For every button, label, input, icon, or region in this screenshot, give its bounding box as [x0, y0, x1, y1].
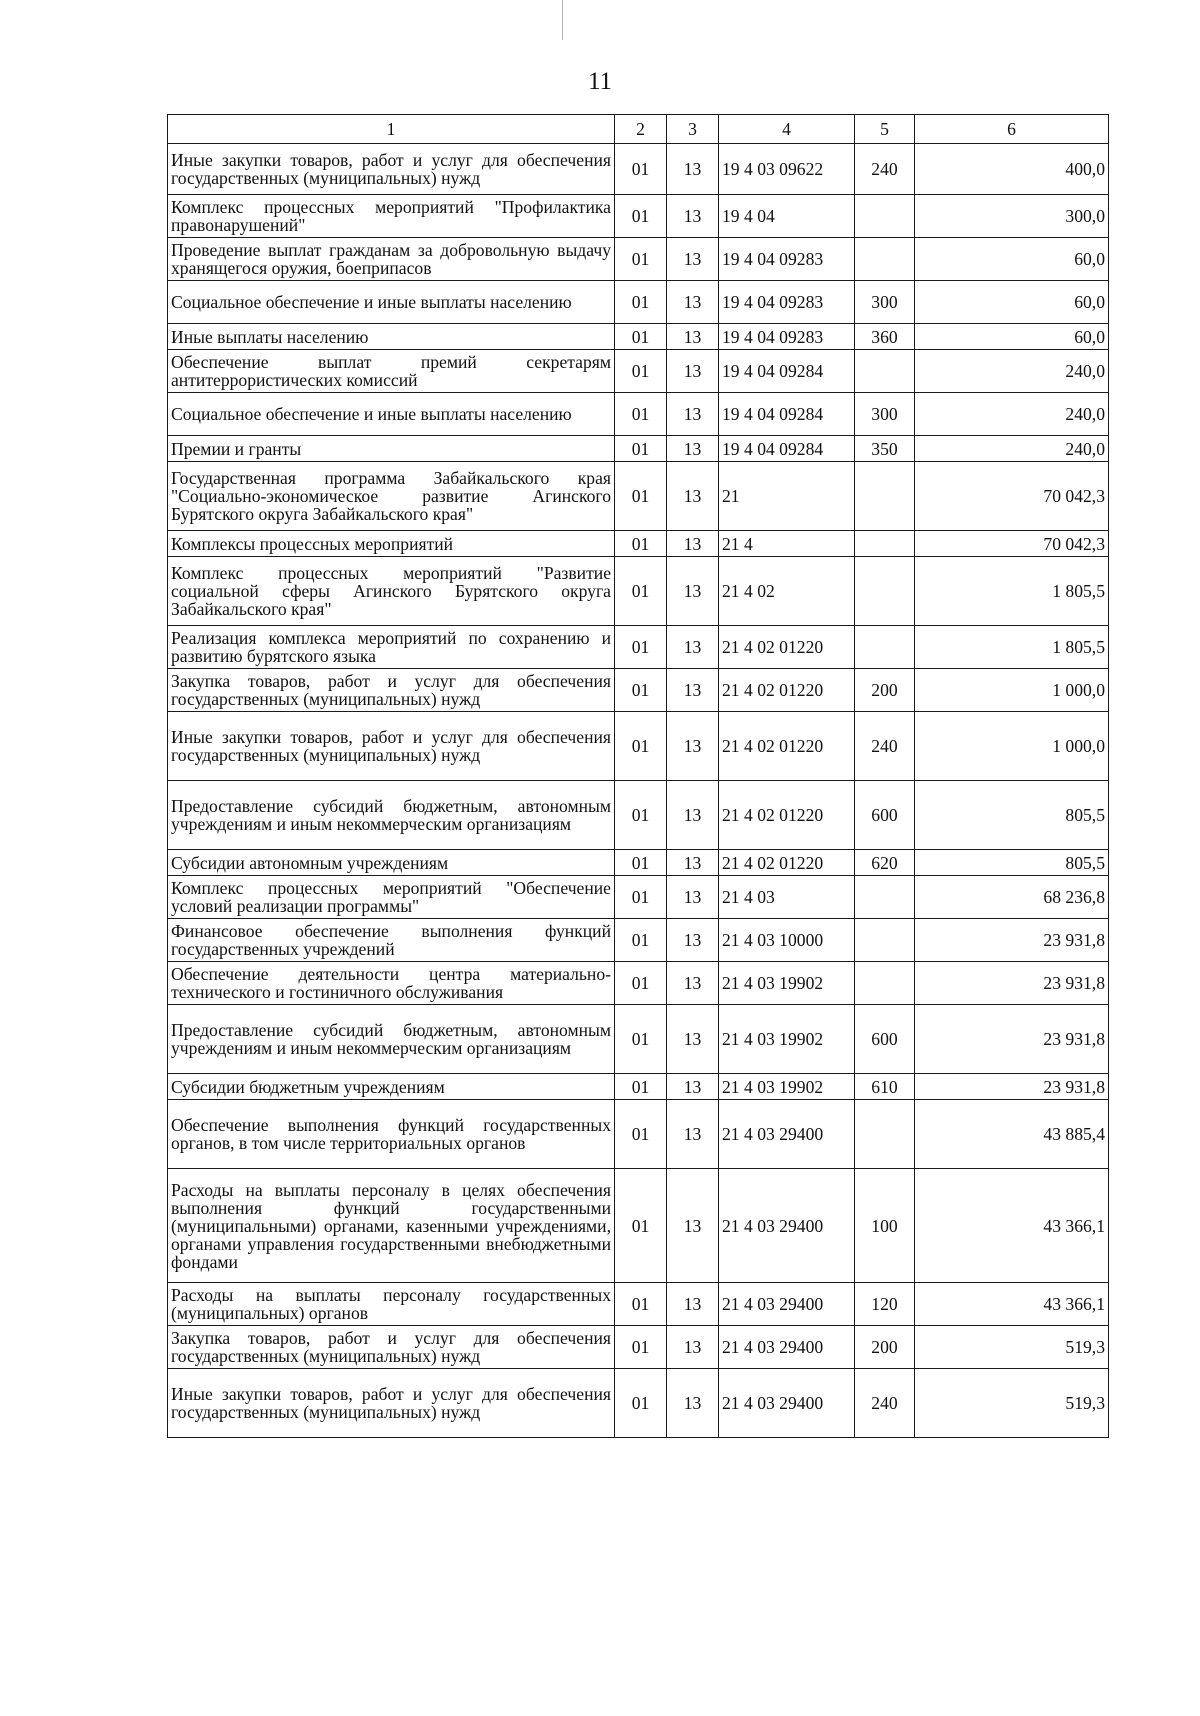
cell-subsection: 13	[667, 436, 719, 462]
cell-expense-type: 620	[855, 850, 915, 876]
cell-target-article: 21 4 03 29400	[719, 1326, 855, 1369]
cell-subsection: 13	[667, 281, 719, 324]
cell-name: Социальное обеспечение и иные выплаты населению	[168, 281, 615, 324]
cell-name: Обеспечение деятельности центра материально-технического и гостиничного обслуживания	[168, 962, 615, 1005]
cell-amount: 805,5	[915, 781, 1109, 850]
cell-amount: 240,0	[915, 393, 1109, 436]
cell-expense-type	[855, 962, 915, 1005]
table-row	[168, 557, 1109, 626]
cell-section: 01	[615, 144, 667, 195]
cell-section: 01	[615, 531, 667, 557]
table-row	[168, 712, 1109, 781]
cell-subsection: 13	[667, 919, 719, 962]
table-row	[168, 669, 1109, 712]
cell-section: 01	[615, 1100, 667, 1169]
cell-expense-type: 610	[855, 1074, 915, 1100]
cell-target-article: 19 4 04 09283	[719, 238, 855, 281]
cell-section: 01	[615, 781, 667, 850]
cell-name: Комплексы процессных мероприятий	[168, 531, 615, 557]
table-row	[168, 393, 1109, 436]
cell-amount: 43 366,1	[915, 1283, 1109, 1326]
cell-amount: 23 931,8	[915, 1005, 1109, 1074]
cell-amount: 60,0	[915, 238, 1109, 281]
cell-section: 01	[615, 919, 667, 962]
cell-name: Проведение выплат гражданам за добровольную выдачу хранящегося оружия, боеприпасов	[168, 238, 615, 281]
cell-name: Закупка товаров, работ и услуг для обеспечения государственных (муниципальных) нужд	[168, 669, 615, 712]
cell-expense-type: 200	[855, 669, 915, 712]
cell-name: Предоставление субсидий бюджетным, автономным учреждениям и иным некоммерческим организациям	[168, 781, 615, 850]
table-row	[168, 144, 1109, 195]
cell-amount: 23 931,8	[915, 1074, 1109, 1100]
table-row	[168, 626, 1109, 669]
table-row	[168, 919, 1109, 962]
cell-name: Обеспечение выплат премий секретарям антитеррористических комиссий	[168, 350, 615, 393]
table-row	[168, 781, 1109, 850]
cell-expense-type: 240	[855, 712, 915, 781]
cell-target-article: 21 4 03 10000	[719, 919, 855, 962]
table-row	[168, 350, 1109, 393]
cell-target-article: 21 4 03 19902	[719, 1005, 855, 1074]
table-row	[168, 281, 1109, 324]
cell-section: 01	[615, 462, 667, 531]
cell-target-article: 19 4 04 09283	[719, 324, 855, 350]
cell-target-article: 21 4 03 29400	[719, 1100, 855, 1169]
cell-target-article: 19 4 04 09283	[719, 281, 855, 324]
cell-target-article: 19 4 03 09622	[719, 144, 855, 195]
table-row	[168, 324, 1109, 350]
cell-amount: 43 366,1	[915, 1169, 1109, 1283]
cell-amount: 60,0	[915, 281, 1109, 324]
cell-subsection: 13	[667, 557, 719, 626]
table-row	[168, 850, 1109, 876]
cell-name: Реализация комплекса мероприятий по сохранению и развитию бурятского языка	[168, 626, 615, 669]
cell-target-article: 21 4 02 01220	[719, 626, 855, 669]
cell-subsection: 13	[667, 1005, 719, 1074]
cell-amount: 23 931,8	[915, 962, 1109, 1005]
cell-amount: 70 042,3	[915, 531, 1109, 557]
cell-expense-type	[855, 557, 915, 626]
cell-subsection: 13	[667, 462, 719, 531]
budget-table	[167, 114, 1109, 1438]
header-col-4: 4	[719, 115, 855, 144]
table-row	[168, 1005, 1109, 1074]
cell-target-article: 21 4 03 19902	[719, 962, 855, 1005]
cell-section: 01	[615, 557, 667, 626]
cell-name: Расходы на выплаты персоналу государственных (муниципальных) органов	[168, 1283, 615, 1326]
cell-amount: 1 000,0	[915, 712, 1109, 781]
cell-subsection: 13	[667, 781, 719, 850]
cell-name: Субсидии автономным учреждениям	[168, 850, 615, 876]
table-row	[168, 1326, 1109, 1369]
cell-subsection: 13	[667, 850, 719, 876]
header-col-1: 1	[168, 115, 615, 144]
cell-expense-type	[855, 626, 915, 669]
cell-expense-type: 300	[855, 281, 915, 324]
cell-expense-type: 200	[855, 1326, 915, 1369]
cell-subsection: 13	[667, 1100, 719, 1169]
cell-name: Расходы на выплаты персоналу в целях обеспечения выполнения функций государственными (муниципальными) органами, казенными учреждениями, органами управления государственными внебюджетными фондами	[168, 1169, 615, 1283]
cell-subsection: 13	[667, 1369, 719, 1438]
cell-expense-type	[855, 876, 915, 919]
cell-subsection: 13	[667, 324, 719, 350]
cell-expense-type	[855, 919, 915, 962]
cell-target-article: 21 4 02 01220	[719, 850, 855, 876]
cell-name: Государственная программа Забайкальского края "Социально-экономическое развитие Агинского Бурятского округа Забайкальского края"	[168, 462, 615, 531]
cell-section: 01	[615, 350, 667, 393]
cell-name: Премии и гранты	[168, 436, 615, 462]
cell-amount: 60,0	[915, 324, 1109, 350]
cell-section: 01	[615, 1169, 667, 1283]
cell-subsection: 13	[667, 876, 719, 919]
cell-amount: 300,0	[915, 195, 1109, 238]
cell-section: 01	[615, 962, 667, 1005]
cell-subsection: 13	[667, 1283, 719, 1326]
cell-target-article: 21 4 03 29400	[719, 1169, 855, 1283]
table-row	[168, 876, 1109, 919]
cell-name: Комплекс процессных мероприятий "Обеспечение условий реализации программы"	[168, 876, 615, 919]
cell-subsection: 13	[667, 712, 719, 781]
cell-amount: 23 931,8	[915, 919, 1109, 962]
cell-subsection: 13	[667, 1326, 719, 1369]
cell-section: 01	[615, 238, 667, 281]
table-body	[168, 144, 1109, 1438]
cell-section: 01	[615, 1369, 667, 1438]
cell-section: 01	[615, 281, 667, 324]
table-row	[168, 195, 1109, 238]
header-row	[168, 115, 1109, 144]
cell-amount: 805,5	[915, 850, 1109, 876]
table-row	[168, 436, 1109, 462]
cell-subsection: 13	[667, 1074, 719, 1100]
cell-name: Иные выплаты населению	[168, 324, 615, 350]
cell-target-article: 21 4 02	[719, 557, 855, 626]
cell-expense-type	[855, 462, 915, 531]
cell-name: Иные закупки товаров, работ и услуг для обеспечения государственных (муниципальных) нужд	[168, 712, 615, 781]
cell-name: Финансовое обеспечение выполнения функций государственных учреждений	[168, 919, 615, 962]
cell-target-article: 19 4 04 09284	[719, 350, 855, 393]
cell-section: 01	[615, 626, 667, 669]
cell-subsection: 13	[667, 669, 719, 712]
cell-subsection: 13	[667, 350, 719, 393]
cell-expense-type	[855, 1100, 915, 1169]
cell-name: Обеспечение выполнения функций государственных органов, в том числе территориальных органов	[168, 1100, 615, 1169]
table-row	[168, 1369, 1109, 1438]
table-row	[168, 1283, 1109, 1326]
cell-target-article: 19 4 04 09284	[719, 436, 855, 462]
cell-expense-type: 120	[855, 1283, 915, 1326]
table-row	[168, 462, 1109, 531]
header-col-6: 6	[915, 115, 1109, 144]
cell-section: 01	[615, 669, 667, 712]
header-col-3: 3	[667, 115, 719, 144]
cell-amount: 1 805,5	[915, 557, 1109, 626]
cell-expense-type: 360	[855, 324, 915, 350]
cell-target-article: 21 4 03 29400	[719, 1283, 855, 1326]
cell-expense-type	[855, 350, 915, 393]
cell-name: Закупка товаров, работ и услуг для обеспечения государственных (муниципальных) нужд	[168, 1326, 615, 1369]
cell-section: 01	[615, 712, 667, 781]
cell-subsection: 13	[667, 531, 719, 557]
cell-section: 01	[615, 324, 667, 350]
cell-amount: 1 000,0	[915, 669, 1109, 712]
cell-subsection: 13	[667, 144, 719, 195]
cell-target-article: 21 4	[719, 531, 855, 557]
cell-expense-type: 600	[855, 781, 915, 850]
cell-section: 01	[615, 195, 667, 238]
cell-section: 01	[615, 850, 667, 876]
cell-expense-type: 240	[855, 1369, 915, 1438]
cell-target-article: 21 4 02 01220	[719, 712, 855, 781]
cell-target-article: 19 4 04	[719, 195, 855, 238]
cell-name: Субсидии бюджетным учреждениям	[168, 1074, 615, 1100]
cell-amount: 43 885,4	[915, 1100, 1109, 1169]
cell-target-article: 19 4 04 09284	[719, 393, 855, 436]
cell-subsection: 13	[667, 626, 719, 669]
header-col-5: 5	[855, 115, 915, 144]
cell-amount: 1 805,5	[915, 626, 1109, 669]
cell-section: 01	[615, 1074, 667, 1100]
cell-section: 01	[615, 393, 667, 436]
cell-subsection: 13	[667, 195, 719, 238]
cell-expense-type: 600	[855, 1005, 915, 1074]
cell-name: Предоставление субсидий бюджетным, автономным учреждениям и иным некоммерческим организациям	[168, 1005, 615, 1074]
cell-name: Иные закупки товаров, работ и услуг для обеспечения государственных (муниципальных) нужд	[168, 144, 615, 195]
cell-amount: 70 042,3	[915, 462, 1109, 531]
cell-name: Комплекс процессных мероприятий "Профилактика правонарушений"	[168, 195, 615, 238]
table-row	[168, 1169, 1109, 1283]
table-row	[168, 962, 1109, 1005]
cell-amount: 519,3	[915, 1369, 1109, 1438]
cell-target-article: 21 4 03 29400	[719, 1369, 855, 1438]
table-header	[168, 115, 1109, 144]
cell-amount: 400,0	[915, 144, 1109, 195]
cell-subsection: 13	[667, 962, 719, 1005]
cell-expense-type	[855, 238, 915, 281]
cell-section: 01	[615, 1005, 667, 1074]
cell-target-article: 21 4 02 01220	[719, 669, 855, 712]
cell-section: 01	[615, 876, 667, 919]
page-number: 11	[587, 68, 613, 95]
cell-expense-type: 300	[855, 393, 915, 436]
cell-amount: 240,0	[915, 436, 1109, 462]
table-row	[168, 1100, 1109, 1169]
cell-expense-type: 240	[855, 144, 915, 195]
cell-section: 01	[615, 1283, 667, 1326]
cell-target-article: 21 4 03	[719, 876, 855, 919]
header-col-2: 2	[615, 115, 667, 144]
table-row	[168, 531, 1109, 557]
cell-subsection: 13	[667, 1169, 719, 1283]
cell-section: 01	[615, 1326, 667, 1369]
scan-mark-top	[562, 0, 563, 40]
cell-section: 01	[615, 436, 667, 462]
cell-expense-type: 350	[855, 436, 915, 462]
cell-subsection: 13	[667, 393, 719, 436]
cell-target-article: 21	[719, 462, 855, 531]
cell-amount: 240,0	[915, 350, 1109, 393]
cell-name: Комплекс процессных мероприятий "Развитие социальной сферы Агинского Бурятского округа Забайкальского края"	[168, 557, 615, 626]
cell-amount: 68 236,8	[915, 876, 1109, 919]
cell-expense-type	[855, 531, 915, 557]
table-row	[168, 238, 1109, 281]
cell-subsection: 13	[667, 238, 719, 281]
cell-expense-type	[855, 195, 915, 238]
cell-name: Иные закупки товаров, работ и услуг для обеспечения государственных (муниципальных) нужд	[168, 1369, 615, 1438]
table-row	[168, 1074, 1109, 1100]
cell-target-article: 21 4 03 19902	[719, 1074, 855, 1100]
cell-target-article: 21 4 02 01220	[719, 781, 855, 850]
cell-amount: 519,3	[915, 1326, 1109, 1369]
cell-name: Социальное обеспечение и иные выплаты населению	[168, 393, 615, 436]
cell-expense-type: 100	[855, 1169, 915, 1283]
